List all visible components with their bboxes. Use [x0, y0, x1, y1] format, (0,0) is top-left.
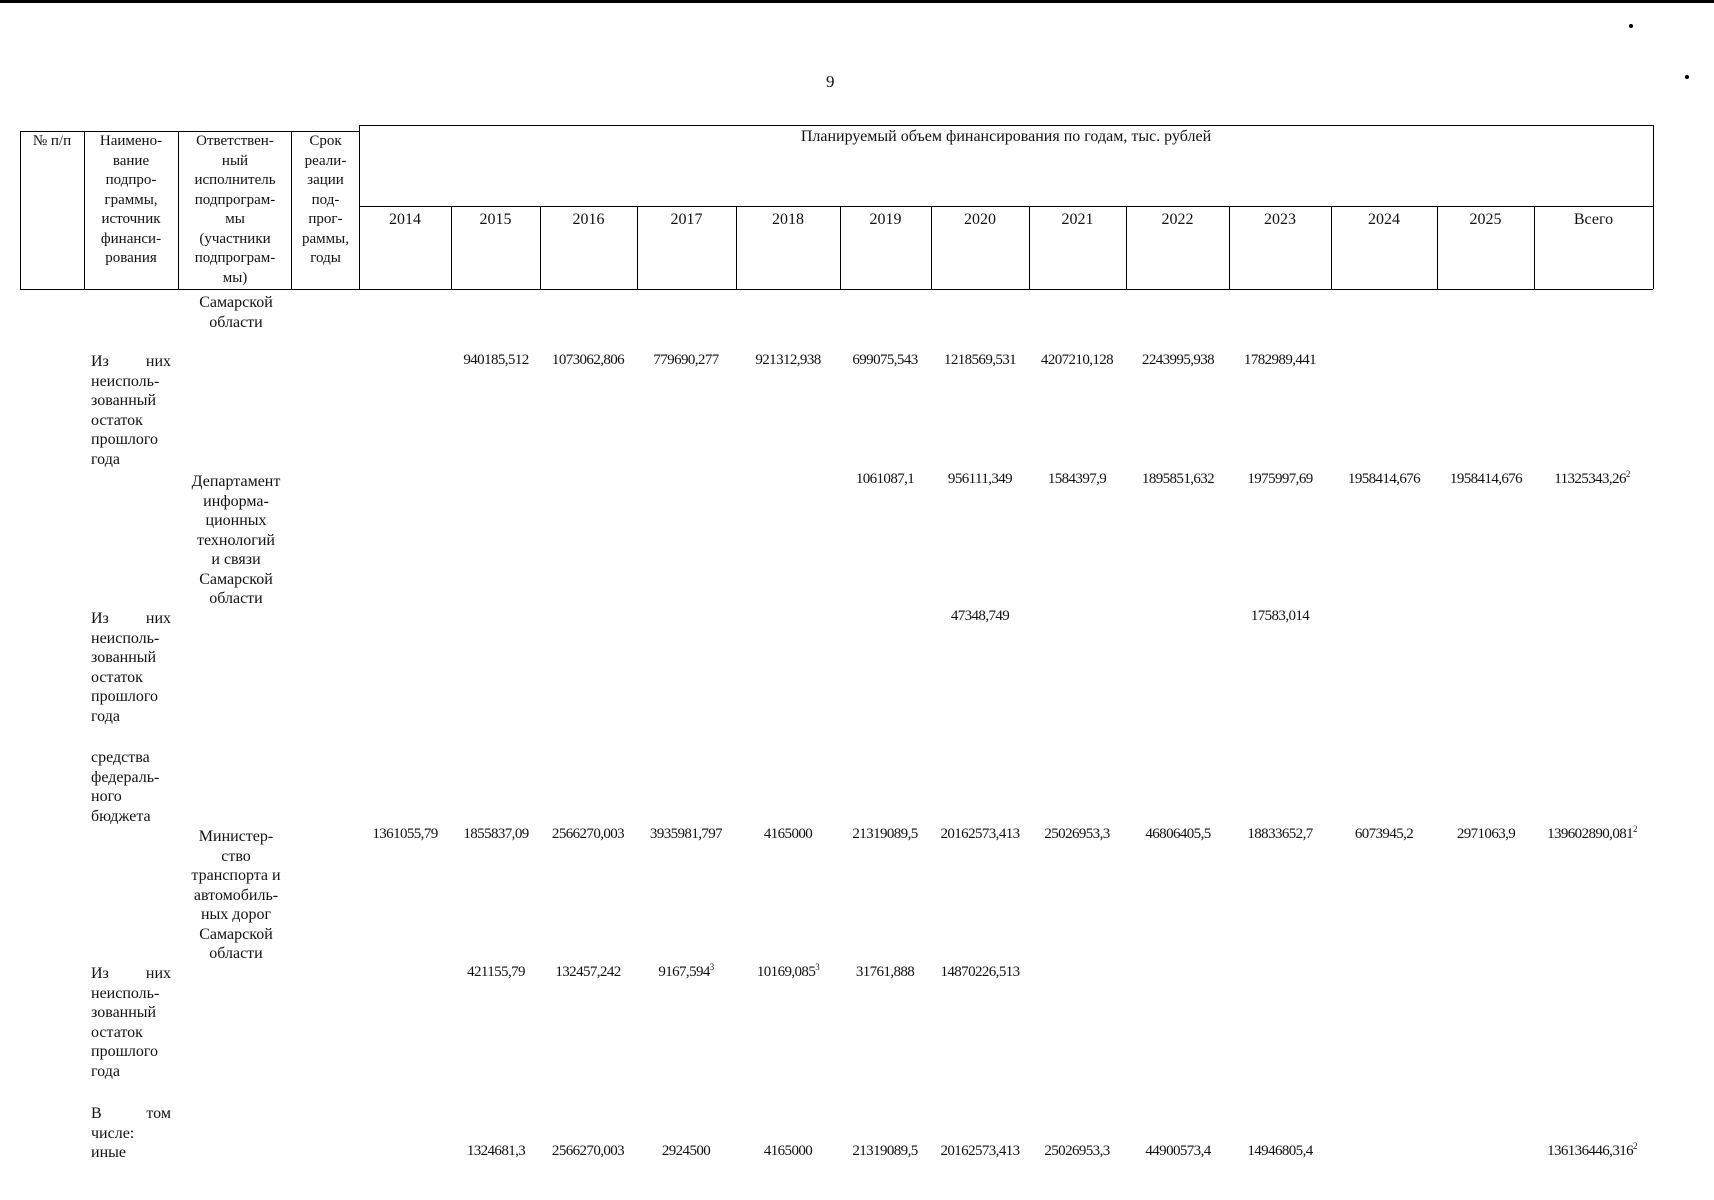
table-cell: 14946805,4: [1247, 1143, 1313, 1159]
table-cell: 940185,512: [463, 352, 529, 368]
table-cell: 46806405,5: [1145, 826, 1211, 842]
year-header: 2015: [479, 211, 512, 228]
year-header: 2021: [1061, 211, 1094, 228]
row-label-unused-remainder: Из них неисполь- зованный остаток прошлого года: [91, 965, 171, 1080]
page-number: 9: [826, 72, 835, 91]
table-cell: 4207210,128: [1040, 352, 1114, 368]
table-cell: 132457,242: [555, 964, 621, 980]
responsible-continued: Самарской области: [199, 294, 273, 331]
page-top-border: [0, 0, 1714, 3]
scan-speck: [1629, 24, 1633, 28]
table-cell-total: 136136446,316$^2$: [1547, 1141, 1637, 1159]
table-cell: 1324681,3: [466, 1143, 526, 1159]
year-header: 2016: [572, 211, 605, 228]
header-col-responsible: Ответствен- ный исполнитель подпрограм- мы (участники подпрограм- мы): [194, 133, 276, 286]
header-col-name: Наимено- вание подпро- граммы, источник финанси- рования: [99, 133, 163, 266]
table-cell: 2566270,003: [551, 1143, 625, 1159]
table-cell: 2243995,938: [1141, 352, 1215, 368]
table-cell: 1073062,806: [551, 352, 625, 368]
table-cell: 1782989,441: [1243, 352, 1317, 368]
responsible-it-department: Департамент информа- ционных технологий и связи Самарской области: [191, 473, 281, 607]
header-col-term: Срок реали- зации под- прог- раммы, годы: [302, 133, 349, 266]
table-cell: 47348,749: [950, 608, 1010, 624]
table-cell: 31761,888: [855, 964, 915, 980]
table-cell: 25026953,3: [1044, 826, 1110, 842]
header-col-funding: Планируемый объем финансирования по годам, тыс. рублей: [800, 128, 1212, 145]
table-cell: 10169,085$^3$: [756, 962, 820, 980]
table-cell-total: 139602890,081$^2$: [1547, 824, 1637, 842]
table-cell: 699075,543: [852, 352, 918, 368]
table-cell: 18833652,7: [1247, 826, 1313, 842]
table-cell: 421155,79: [467, 964, 525, 980]
table-cell: 21319089,5: [852, 1143, 918, 1159]
table-cell: 6073945,2: [1354, 826, 1414, 842]
table-cell: 1218569,531: [943, 352, 1017, 368]
table-cell: 956111,349: [947, 471, 1013, 487]
year-header: 2025: [1469, 211, 1502, 228]
year-header: 2014: [389, 211, 421, 228]
table-cell: 1958414,676: [1347, 471, 1421, 487]
table-cell: 2971063,9: [1456, 826, 1516, 842]
table-cell: 1958414,676: [1449, 471, 1523, 487]
row-label-unused-remainder: Из них неисполь- зованный остаток прошлого года: [91, 353, 171, 468]
row-label-unused-remainder: Из них неисполь- зованный остаток прошлого года: [91, 610, 171, 725]
responsible-transport-ministry: Министер- ство транспорта и автомобиль- ных дорог Самарской области: [191, 828, 281, 962]
year-header: 2023: [1264, 211, 1296, 228]
table-cell: 2924500: [661, 1143, 711, 1159]
table-cell: 1855837,09: [463, 826, 529, 842]
table-cell: 20162573,413: [940, 826, 1020, 842]
table-cell: 25026953,3: [1044, 1143, 1110, 1159]
table-cell-total: 11325343,26$^2$: [1554, 469, 1630, 487]
year-header: 2022: [1161, 211, 1194, 228]
total-header: Всего: [1573, 211, 1614, 228]
table-cell: 44900573,4: [1145, 1143, 1211, 1159]
table-cell: 4165000: [763, 1143, 813, 1159]
row-label-federal-budget: средства федераль- ного бюджета: [91, 749, 160, 825]
table-cell: 1975997,69: [1247, 471, 1313, 487]
table-cell: 14870226,513: [940, 964, 1020, 980]
table-cell: 9167,594$^3$: [658, 962, 714, 980]
year-header: 2020: [964, 211, 996, 228]
table-cell: 20162573,413: [940, 1143, 1020, 1159]
table-cell: 1895851,632: [1141, 471, 1215, 487]
year-header: 2018: [772, 211, 804, 228]
scan-speck: [1685, 75, 1689, 79]
table-cell: 921312,938: [755, 352, 821, 368]
table-cell: 779690,277: [653, 352, 719, 368]
row-label-including-other: В том числе: иные: [91, 1105, 171, 1161]
year-header: 2019: [869, 211, 902, 228]
table-cell: 1361055,79: [372, 826, 438, 842]
table-cell: 17583,014: [1250, 608, 1310, 624]
table-cell: 4165000: [763, 826, 813, 842]
year-header: 2024: [1368, 211, 1400, 228]
header-col-number: № п/п: [32, 133, 72, 149]
table-cell: 3935981,797: [649, 826, 723, 842]
table-cell: 1061087,1: [855, 471, 915, 487]
table-cell: 1584397,9: [1047, 471, 1107, 487]
table-cell: 2566270,003: [551, 826, 625, 842]
table-cell: 21319089,5: [852, 826, 918, 842]
year-header: 2017: [670, 211, 703, 228]
